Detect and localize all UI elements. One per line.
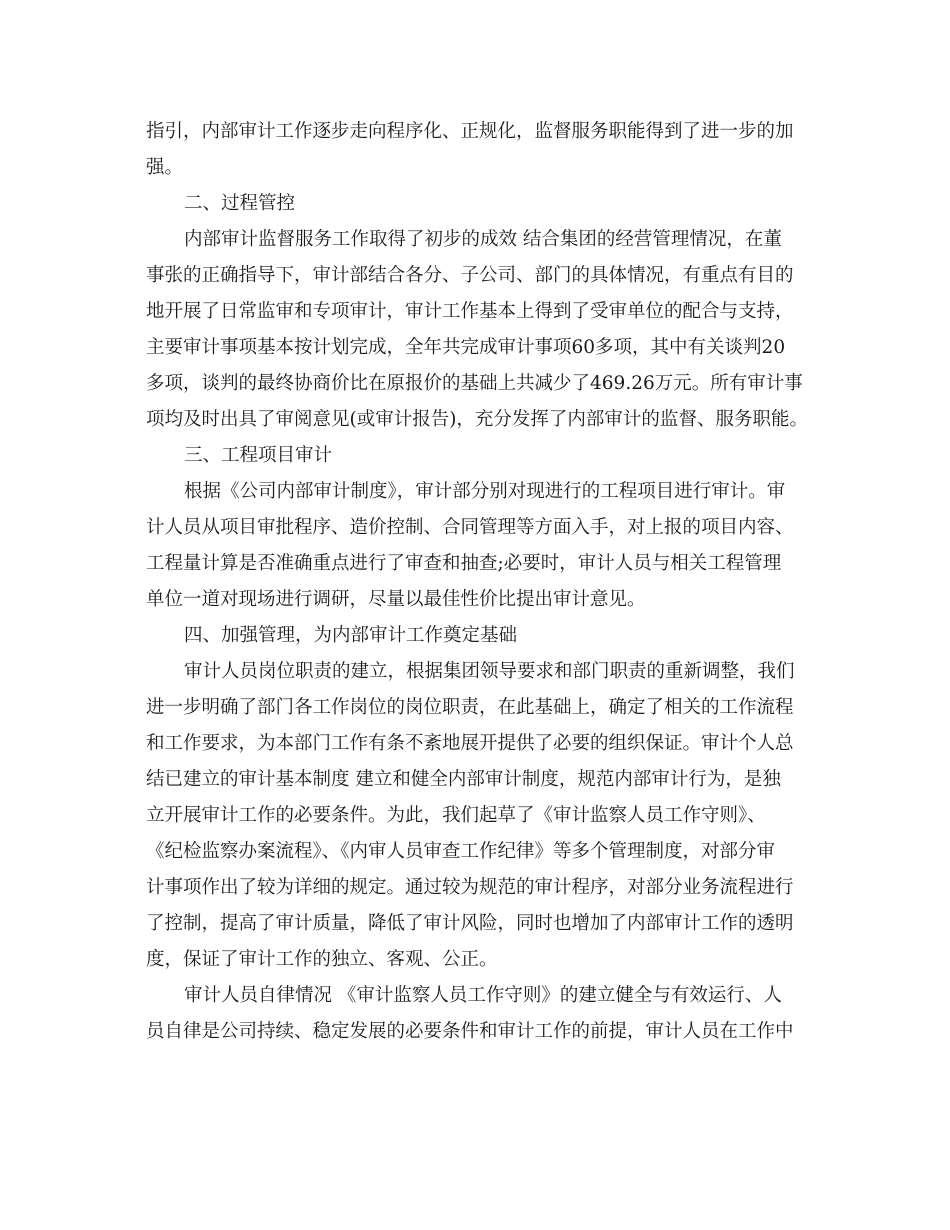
section-heading: 四、加强管理，为内部审计工作奠定基础: [184, 625, 518, 646]
paragraph-line: 员自律是公司持续、稳定发展的必要条件和审计工作的前提，审计人员在工作中: [146, 1021, 794, 1042]
paragraph-line: 事张的正确指导下，审计部结合各分、子公司、部门的具体情况，有重点有目的: [146, 265, 794, 286]
paragraph-line: 审计人员自律情况 《审计监察人员工作守则》的建立健全与有效运行、人: [184, 985, 782, 1006]
paragraph-line: 单位一道对现场进行调研，尽量以最佳性价比提出审计意见。: [146, 589, 646, 610]
paragraph-line: 指引，内部审计工作逐步走向程序化、正规化，监督服务职能得到了进一步的加: [146, 121, 794, 142]
section-heading: 三、工程项目审计: [184, 445, 333, 466]
paragraph-line: 主要审计事项基本按计划完成，全年共完成审计事项60多项，其中有关谈判20: [146, 337, 786, 358]
paragraph-line: 度，保证了审计工作的独立、客观、公正。: [146, 949, 498, 970]
paragraph-line: 根据《公司内部审计制度》，审计部分别对现进行的工程项目进行审计。审: [184, 481, 786, 502]
paragraph-line: 进一步明确了部门各工作岗位的岗位职责，在此基础上，确定了相关的工作流程: [146, 697, 794, 718]
paragraph-line: 和工作要求，为本部门工作有条不紊地展开提供了必要的组织保证。审计个人总: [146, 733, 794, 754]
paragraph-line: 工程量计算是否准确重点进行了审查和抽查;必要时，审计人员与相关工程管理: [146, 553, 782, 574]
paragraph-line: 了控制，提高了审计质量，降低了审计风险，同时也增加了内部审计工作的透明: [146, 913, 794, 934]
paragraph-line: 内部审计监督服务工作取得了初步的成效 结合集团的经营管理情况，在董: [184, 229, 782, 250]
paragraph-line: 计人员从项目审批程序、造价控制、合同管理等方面入手，对上报的项目内容、: [146, 517, 794, 538]
paragraph-line: 地开展了日常监审和专项审计，审计工作基本上得到了受审单位的配合与支持，: [146, 301, 794, 322]
section-heading: 二、过程管控: [184, 193, 296, 214]
paragraph-line: 《纪检监察办案流程》、《内审人员审查工作纪律》等多个管理制度，对部分审: [146, 841, 776, 862]
paragraph-line: 审计人员岗位职责的建立，根据集团领导要求和部门职责的重新调整，我们: [184, 661, 795, 682]
paragraph-line: 强。: [146, 157, 184, 178]
paragraph-line: 结已建立的审计基本制度 建立和健全内部审计制度，规范内部审计行为，是独: [146, 769, 781, 790]
paragraph-line: 多项，谈判的最终协商价比在原报价的基础上共减少了469.26万元。所有审计事: [146, 373, 803, 394]
paragraph-line: 项均及时出具了审阅意见(或审计报告)，充分发挥了内部审计的监督、服务职能。: [146, 409, 808, 430]
paragraph-line: 计事项作出了较为详细的规定。通过较为规范的审计程序，对部分业务流程进行: [146, 877, 794, 898]
paragraph-line: 立开展审计工作的必要条件。为此，我们起草了《审计监察人员工作守则》、: [146, 805, 766, 826]
